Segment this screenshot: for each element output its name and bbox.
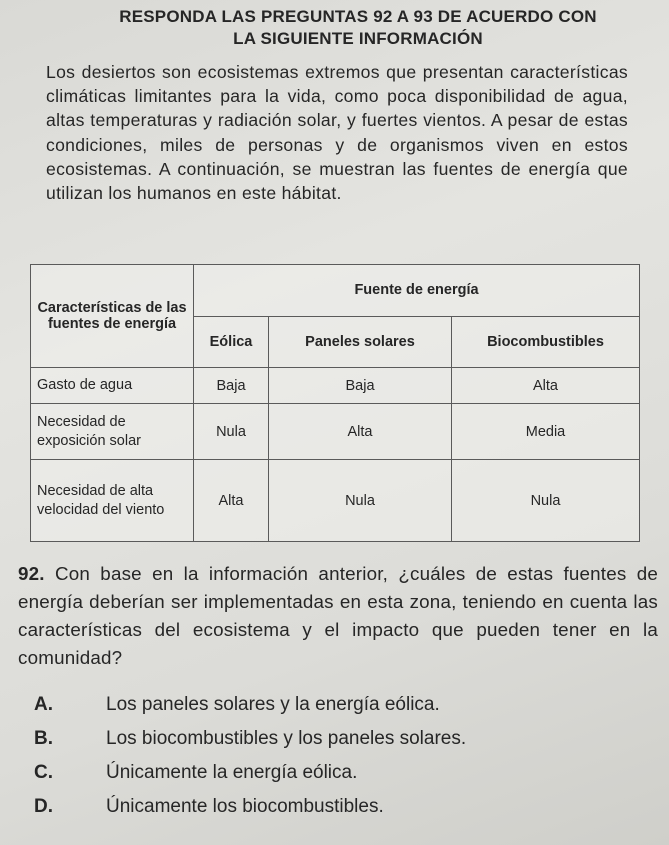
table-group-header: Fuente de energía xyxy=(194,265,640,317)
answer-options xyxy=(34,688,654,824)
cell-value: Alta xyxy=(452,368,640,404)
question-text: Con base en la información anterior, ¿cuáles de estas fuentes de energía deberían ser implementadas en esta zona, teniendo en cuenta las características del ecosistema y el impacto que pueden tener en la comunidad? xyxy=(18,563,659,668)
cell-value: Alta xyxy=(269,404,452,460)
table-row xyxy=(31,404,640,460)
cell-value: Media xyxy=(452,404,640,460)
intro-paragraph: Los desiertos son ecosistemas extremos que presentan características climáticas limitantes para la vida, como poca disponibilidad de agua, altas temperaturas y radiación solar, y fuertes vientos. A pesar de estas condiciones, miles de personas y de organismos viven en estos ecosistemas. A continuación, se muestran las fuentes de energía que utilizan los humanos en este hábitat. xyxy=(46,62,628,204)
column-header-biocombustibles: Biocombustibles xyxy=(452,316,640,368)
energy-sources-table xyxy=(30,264,640,542)
option-d[interactable] xyxy=(34,790,654,824)
cell-value: Alta xyxy=(194,460,269,542)
option-letter: B. xyxy=(34,728,53,749)
cell-value: Nula xyxy=(269,460,452,542)
table-row xyxy=(31,460,640,542)
question-number: 92. xyxy=(18,563,45,584)
heading-line-2: LA SIGUIENTE INFORMACIÓN xyxy=(233,29,483,48)
table-corner-header: Características de las fuentes de energía xyxy=(31,265,194,368)
option-letter: D. xyxy=(34,796,53,817)
column-header-paneles-solares: Paneles solares xyxy=(269,316,452,368)
cell-value: Nula xyxy=(452,460,640,542)
option-c[interactable] xyxy=(34,756,654,790)
column-header-eolica: Eólica xyxy=(194,316,269,368)
cell-value: Baja xyxy=(269,368,452,404)
table-row xyxy=(31,368,640,404)
option-letter: A. xyxy=(34,694,53,715)
table-header-row xyxy=(31,265,640,317)
option-text: Los paneles solares y la energía eólica. xyxy=(106,694,440,715)
option-a[interactable] xyxy=(34,688,654,722)
cell-value: Nula xyxy=(194,404,269,460)
option-text: Los biocombustibles y los paneles solares. xyxy=(106,728,467,749)
option-b[interactable] xyxy=(34,722,654,756)
heading-line-1: RESPONDA LAS PREGUNTAS 92 A 93 DE ACUERDO CON xyxy=(119,7,597,26)
cell-value: Baja xyxy=(194,368,269,404)
section-heading xyxy=(78,6,638,50)
row-label-exposicion-solar: Necesidad de exposición solar xyxy=(31,404,194,460)
row-label-gasto-agua: Gasto de agua xyxy=(31,368,194,404)
option-text: Únicamente los biocombustibles. xyxy=(106,796,384,817)
option-letter: C. xyxy=(34,762,53,783)
question-92 xyxy=(18,560,658,672)
row-label-velocidad-viento: Necesidad de alta velocidad del viento xyxy=(31,460,194,542)
option-text: Únicamente la energía eólica. xyxy=(106,762,358,783)
